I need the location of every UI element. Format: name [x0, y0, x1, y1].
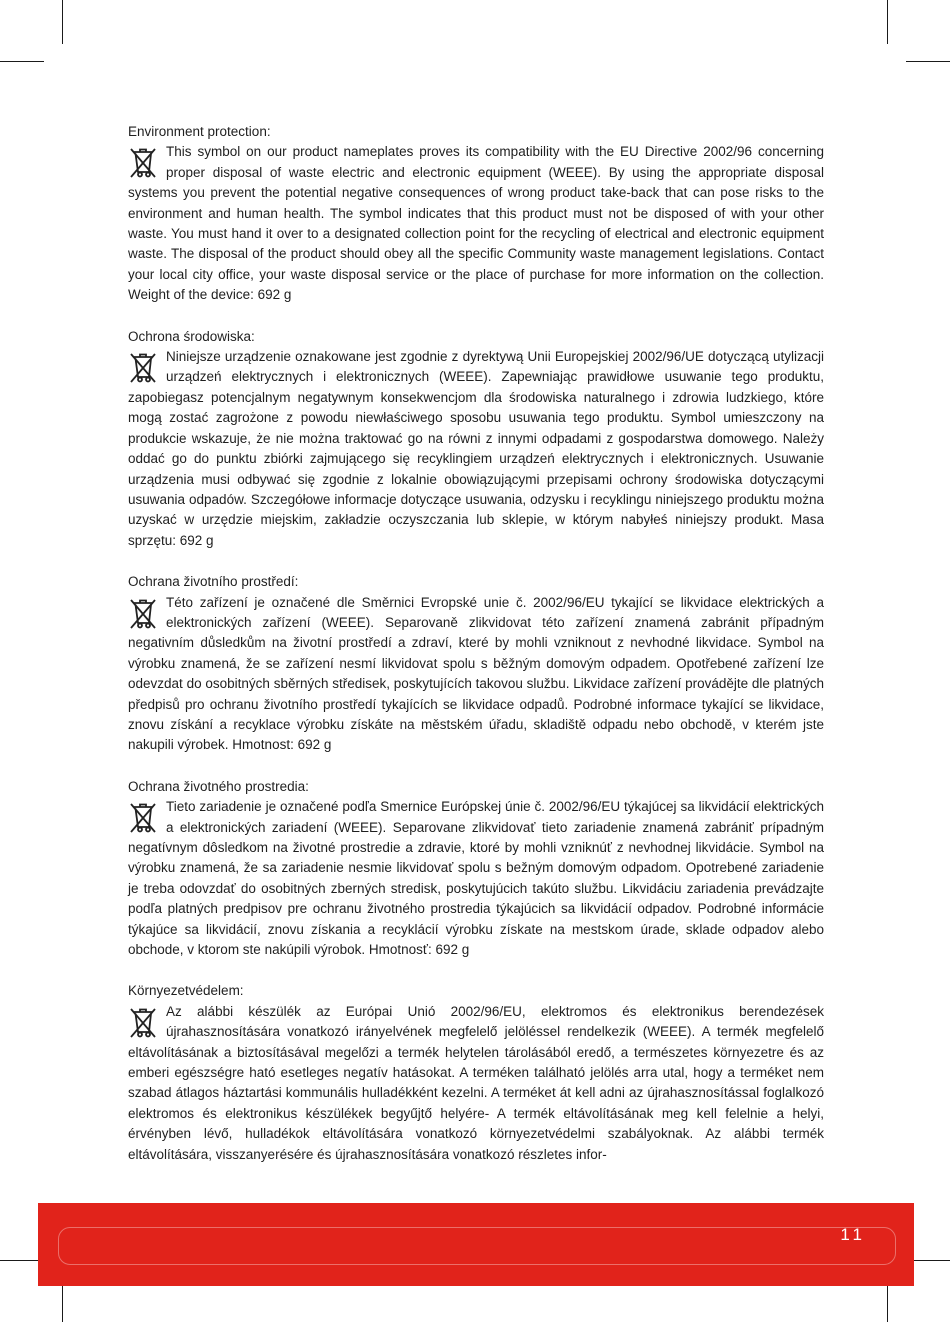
crop-mark	[887, 0, 888, 44]
crop-mark	[0, 61, 44, 62]
section-hungarian	[128, 981, 824, 1165]
section-heading: Ochrana životního prostředí:	[128, 574, 299, 590]
document-body	[128, 122, 824, 1186]
crossed-out-wheelie-bin-icon	[128, 146, 158, 180]
section-heading: Environment protection:	[128, 124, 271, 139]
footer-inner-frame	[58, 1227, 896, 1265]
section-text: Niniejsze urządzenie oznakowane jest zgodnie z dyrektywą Unii Europejskiej 2002/96/UE dotyczącą utylizacji urządzeń elektrycznych i elektronicznych (WEEE). Zapewniając prawidłowe usuwanie tego produktu, zapobiegasz potencjalnym negatywnym konsekwencjom dla środowiska naturalnego i zdrowia ludzkiego, które mogą zostać zagrożone z powodu niewłaściwego sposobu usuwania tego produktu. Symbol umieszczony na produkcie wskazuje, że nie można traktować go na równi z innymi odpadami z gospodarstwa domowego. Należy oddać go do punktu zbiórki zajmującego się recyklingiem urządzeń elektrycznych i elektronicznych. Usuwanie urządzenia musi odbywać się zgodnie z lokalnie obowiązującymi przepisami ochrony środowiska dotyczącymi usuwania odpadów. Szczegółowe informacje dotyczące usuwania, odzysku i recyklingu niniejszego produktu można uzyskać w urzędzie miejskim, zakładzie oczyszczania lub sklepie, w którym nabyłeś niniejszy produkt. Masa sprzętu: 692 g	[128, 349, 824, 548]
page-number: 11	[840, 1225, 866, 1244]
section-english	[128, 122, 824, 306]
section-polish	[128, 327, 824, 551]
crossed-out-wheelie-bin-icon	[128, 351, 158, 385]
section-heading: Környezetvédelem:	[128, 983, 244, 999]
section-czech	[128, 572, 824, 756]
section-text: This symbol on our product nameplates proves its compatibility with the EU Directive 2002/96 concerning proper disposal of waste electric and electronic equipment (WEEE). By using the appropriate disposal systems you prevent the potential negative consequences of wrong product take-back that can pose risks to the environment and human health. The symbol indicates that this product must not be disposed of with your other waste. You must hand it over to a designated collection point for the recycling of electrical and electronic equipment waste. The disposal of the product should obey all the specific Community waste management legislations. Contact your local city office, your waste disposal service or the place of purchase for more information on the collection. Weight of the device: 692 g	[128, 144, 824, 303]
crossed-out-wheelie-bin-icon	[128, 597, 158, 631]
section-slovak	[128, 777, 824, 961]
crossed-out-wheelie-bin-icon	[128, 801, 158, 835]
section-heading: Ochrana životného prostredia:	[128, 778, 309, 794]
section-text: Této zařízení je označené dle Směrnici Evropské unie č. 2002/96/EU tykající se likvidace elektrických a elektronických zařízení (WEEE). Separovaně zlikvidovat této zařízení znamená zabránit případným negativním důsledkům na životní prostředí a zdraví, které by mohli vzniknout z nevhodné likvidace. Symbol na výrobku znamená, že se zařízení nesmí likvidovat spolu s běžným domovým odpadem. Opotřebené zařízení lze odevzdat do osobitných sběrných středisek, poskytujících takovou službu. Likvidace zařízení provádějte dle platných předpisů pro ochranu životního prostředí tykajících se likvidace odpadů. Podrobné informace tykající se likvidace, znovu získání a recyklace výrobku získáte na městském úřadu, skladiště odpadu nebo obchodě, v kterém jste nakupili výrobek. Hmotnost: 692 g	[128, 594, 824, 753]
section-text: Tieto zariadenie je označené podľa Smernice Európskej únie č. 2002/96/EU týkajúcej sa likvidácií elektrických a elektronických zariadení (WEEE). Separovane zlikvidovať tieto zariadenie znamená zabrániť prípadným negatívnym dôsledkom na životné prostredie a zdravie, ktoré by mohli vzniknúť z nevhodnej likvidácie. Symbol na výrobku znamená, že sa zariadenie nesmie likvidovať spolu s bežným domovým odpadom. Opotrebené zariadenie je treba odovzdať do osobitných zberných stredisk, poskytujúcich takúto službu. Likvidáciu zariadenia prevádzajte podľa platných predpisov pre ochranu životného prostredia týkajúcich sa likvidácií odpadov. Podrobné informácie týkajúce sa likvidácií, znovu získania a recyklácií výrobku získate na mestskom úrade, sklade odpadov alebo obchode, v ktorom ste nakúpili výrobok. Hmotnosť: 692 g	[128, 799, 824, 958]
crop-mark	[906, 61, 950, 62]
section-heading: Ochrona środowiska:	[128, 328, 255, 344]
crop-mark	[62, 0, 63, 44]
section-text: Az alábbi készülék az Európai Unió 2002/96/EU, elektromos és elektronikus berendezések újrahasznosítására vonatkozó irányelvének megfelelő jelöléssel rendelkezik (WEEE). A termék megfelelő eltávolításának a biztosításával megelőzi a termék helytelen tárolásából eredő, a természetes környezetre és az emberi egészségre ható esetleges negatív hatásokat. A terméken található jelölés arra utal, hogy a terméket nem szabad átlagos háztartási kommunális hulladékként kezelni. A terméket át kell adni az újrahasznosítással foglalkozó elektromos és elektronikus készülékek begyűjtő helyére- A termék eltávolításának meg kell felelnie a helyi, érvényben lévő, hulladékok eltávolítására vonatkozó környezetvédelmi szabályoknak. Az alábbi termék eltávolítására, visszanyerésére és újrahasznosítására vonatkozó részletes infor-	[128, 1003, 824, 1162]
crossed-out-wheelie-bin-icon	[128, 1006, 158, 1040]
